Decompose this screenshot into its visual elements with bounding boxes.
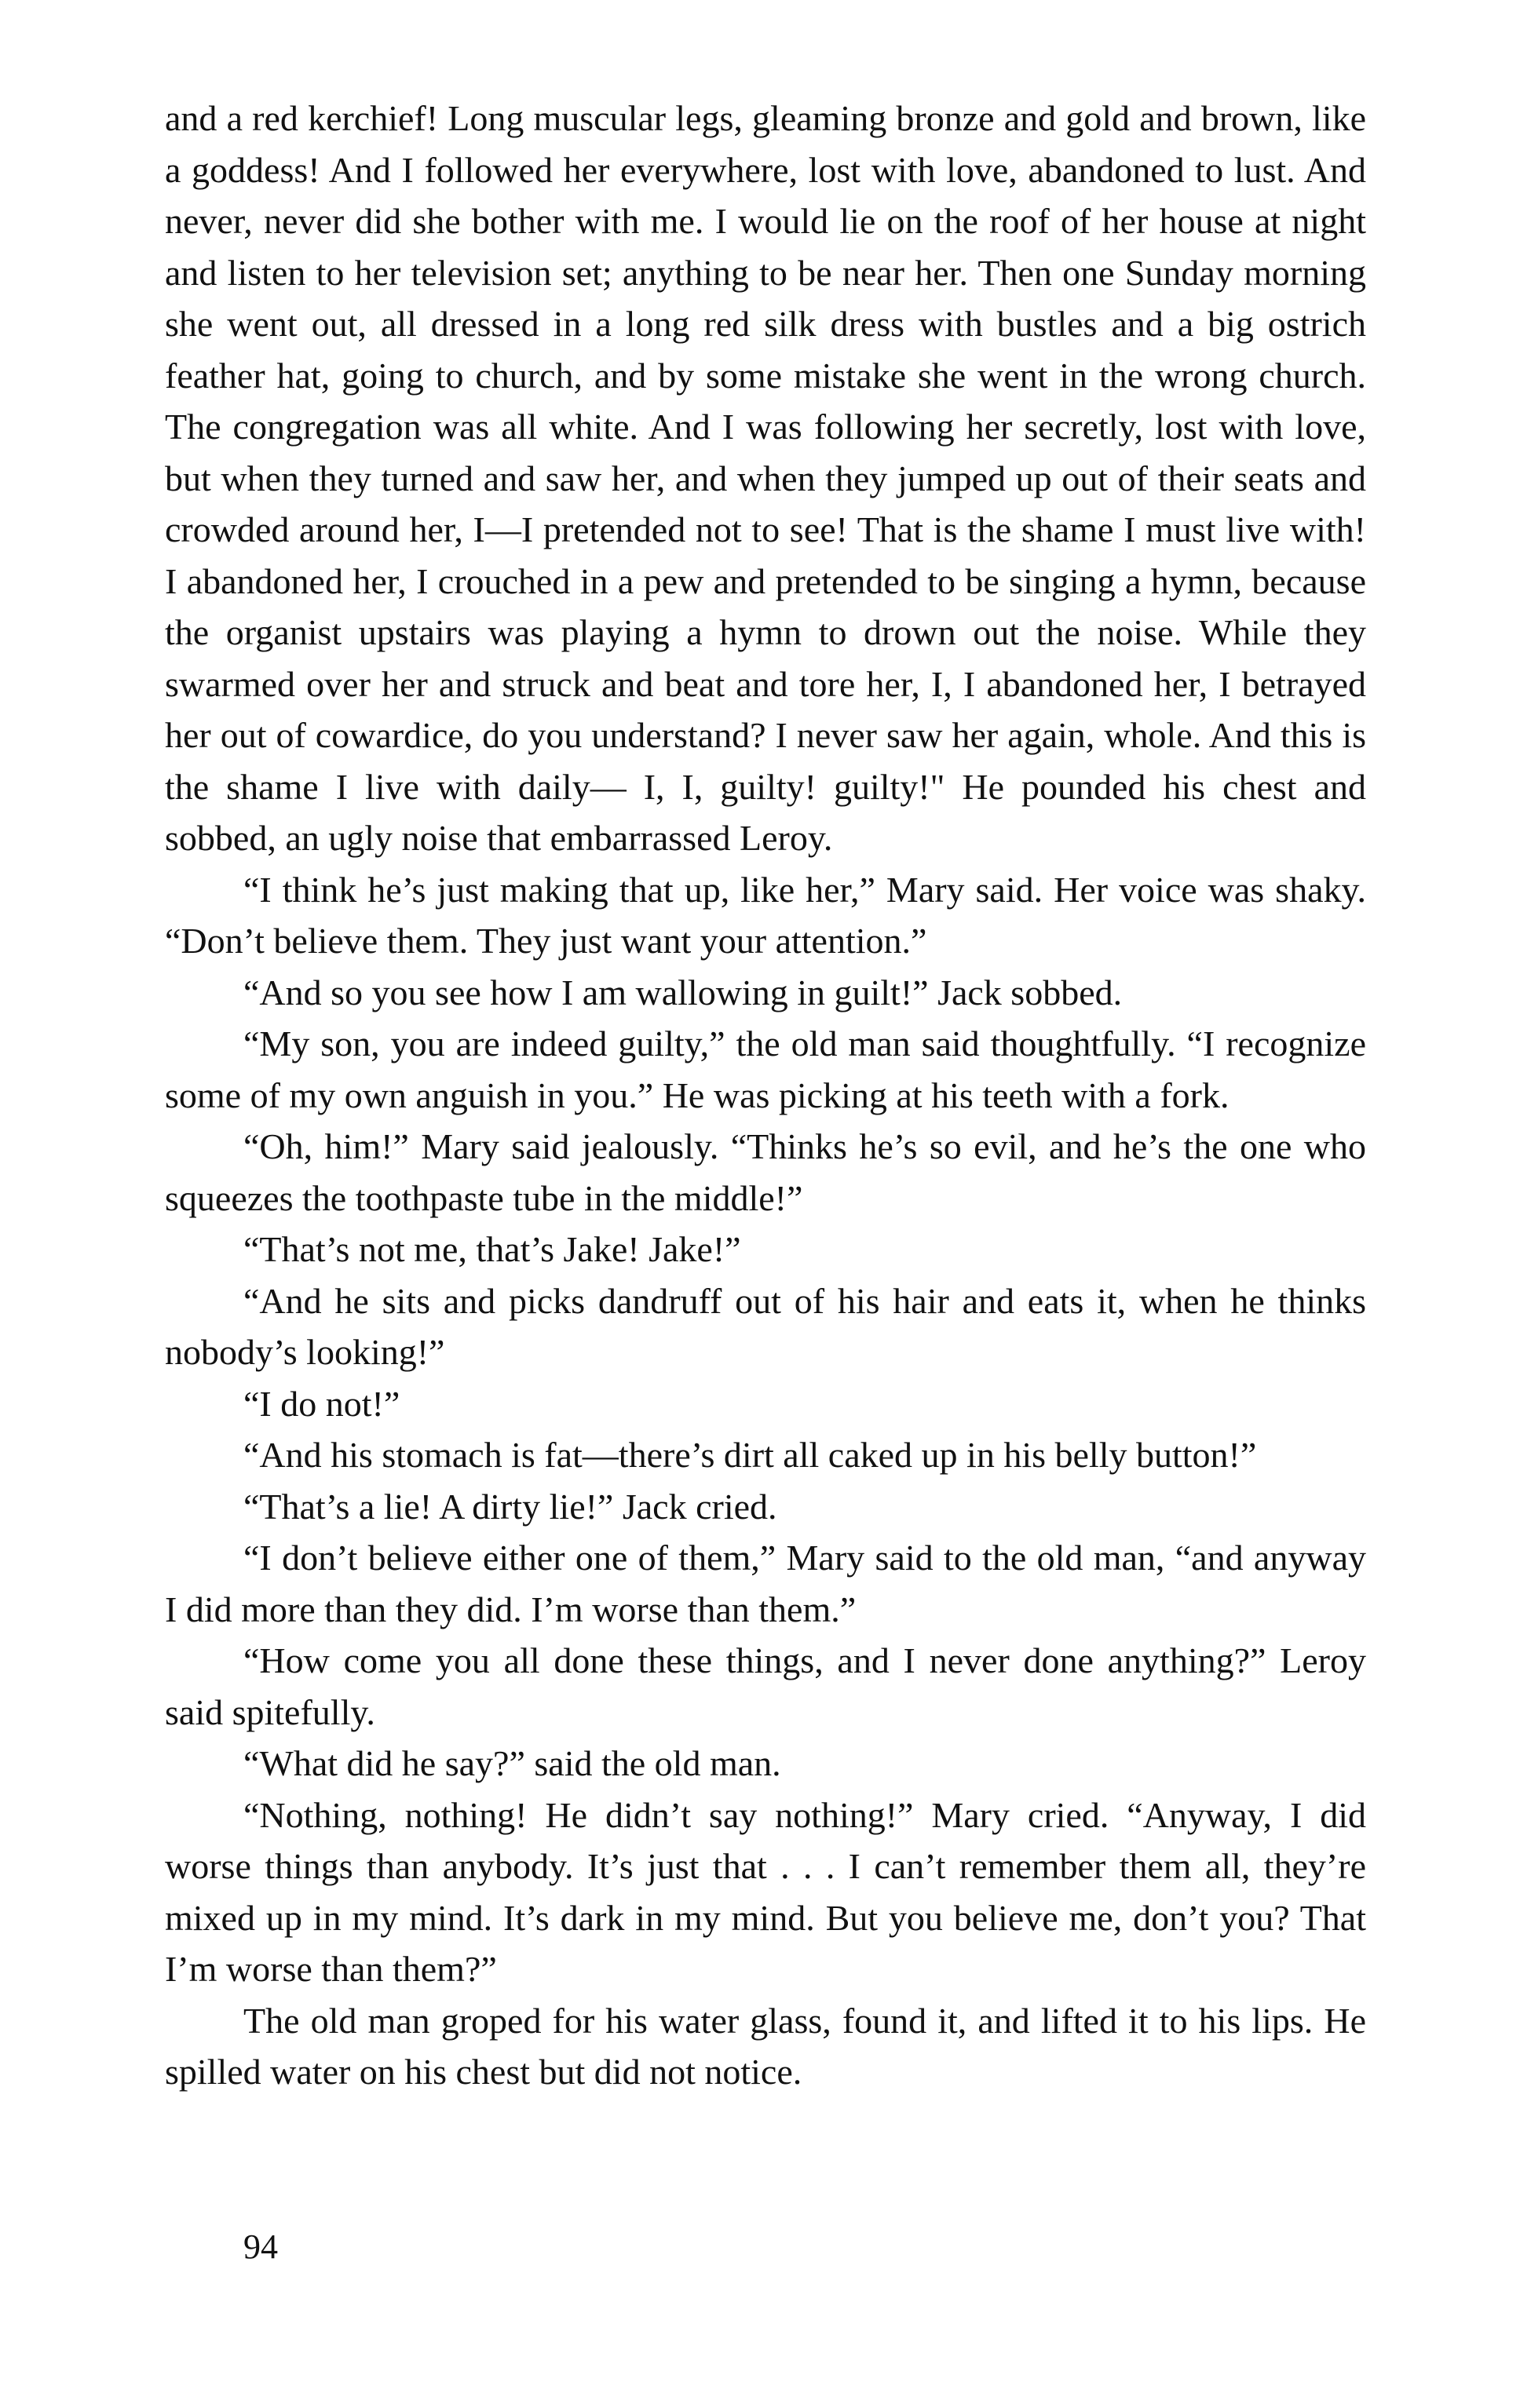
body-text [165, 93, 1366, 2098]
paragraph-13: “What did he say?” said the old man. [243, 1743, 781, 1783]
paragraph-10: “That’s a lie! A dirty lie!” Jack cried. [243, 1486, 777, 1527]
paragraph-2: “I think he’s just making that up, like her,” Mary said. Her voice was shaky. “Don’t believe them. They just want your attention.” [165, 869, 1366, 961]
paragraph-7: “And he sits and picks dandruff out of his hair and eats it, when he thinks nobody’s looking!” [165, 1280, 1366, 1372]
paragraph-12: “How come you all done these things, and I never done anything?” Leroy said spitefully. [165, 1640, 1366, 1732]
paragraph-9: “And his stomach is fat—there’s dirt all caked up in his belly button!” [243, 1435, 1257, 1475]
paragraph-4: “My son, you are indeed guilty,” the old man said thoughtfully. “I recognize some of my own anguish in you.” He was picking at his teeth with a fork. [165, 1023, 1366, 1115]
paragraph-6: “That’s not me, that’s Jake! Jake!” [243, 1229, 741, 1269]
paragraph-1: and a red kerchief! Long muscular legs, gleaming bronze and gold and brown, like a goddess! And I followed her everywhere, lost with love, abandoned to lust. And never, never did she bother with me. I would lie on the roof of her house at night and listen to her television set; anything to be near her. Then one Sunday morning she went out, all dressed in a long red silk dress with bustles and a big ostrich feather hat, going to church, and by some mistake she went in the wrong church. The congregation was all white. And I was following her secretly, lost with love, but when they turned and saw her, and when they jumped up out of their seats and crowded around her, I—I pretended not to see! That is the shame I must live with! I abandoned her, I crouched in a pew and pretended to be singing a hymn, because the organist upstairs was playing a hymn to drown out the noise. While they swarmed over her and struck and beat and tore her, I, I abandoned her, I betrayed her out of cowardice, do you understand? I never saw her again, whole. And this is the shame I live with daily— I, I, guilty! guilty!" He pounded his chest and sobbed, an ugly noise that embarrassed Leroy. [165, 98, 1366, 858]
paragraph-15: The old man groped for his water glass, found it, and lifted it to his lips. He spilled water on his chest but did not notice. [165, 2000, 1366, 2092]
paragraph-11: “I don’t believe either one of them,” Mary said to the old man, “and anyway I did more than they did. I’m worse than them.” [165, 1538, 1366, 1629]
page-number: 94 [243, 2227, 278, 2266]
paragraph-14: “Nothing, nothing! He didn’t say nothing!” Mary cried. “Anyway, I did worse things than anybody. It’s just that . . . I can’t remember them all, they’re mixed up in my mind. It’s dark in my mind. But you believe me, don’t you? That I’m worse than them?” [165, 1794, 1366, 1989]
paragraph-3: “And so you see how I am wallowing in guilt!” Jack sobbed. [243, 972, 1123, 1012]
paragraph-5: “Oh, him!” Mary said jealously. “Thinks he’s so evil, and he’s the one who squeezes the toothpaste tube in the middle!” [165, 1126, 1366, 1218]
book-page [165, 93, 1366, 2353]
paragraph-8: “I do not!” [243, 1383, 400, 1424]
